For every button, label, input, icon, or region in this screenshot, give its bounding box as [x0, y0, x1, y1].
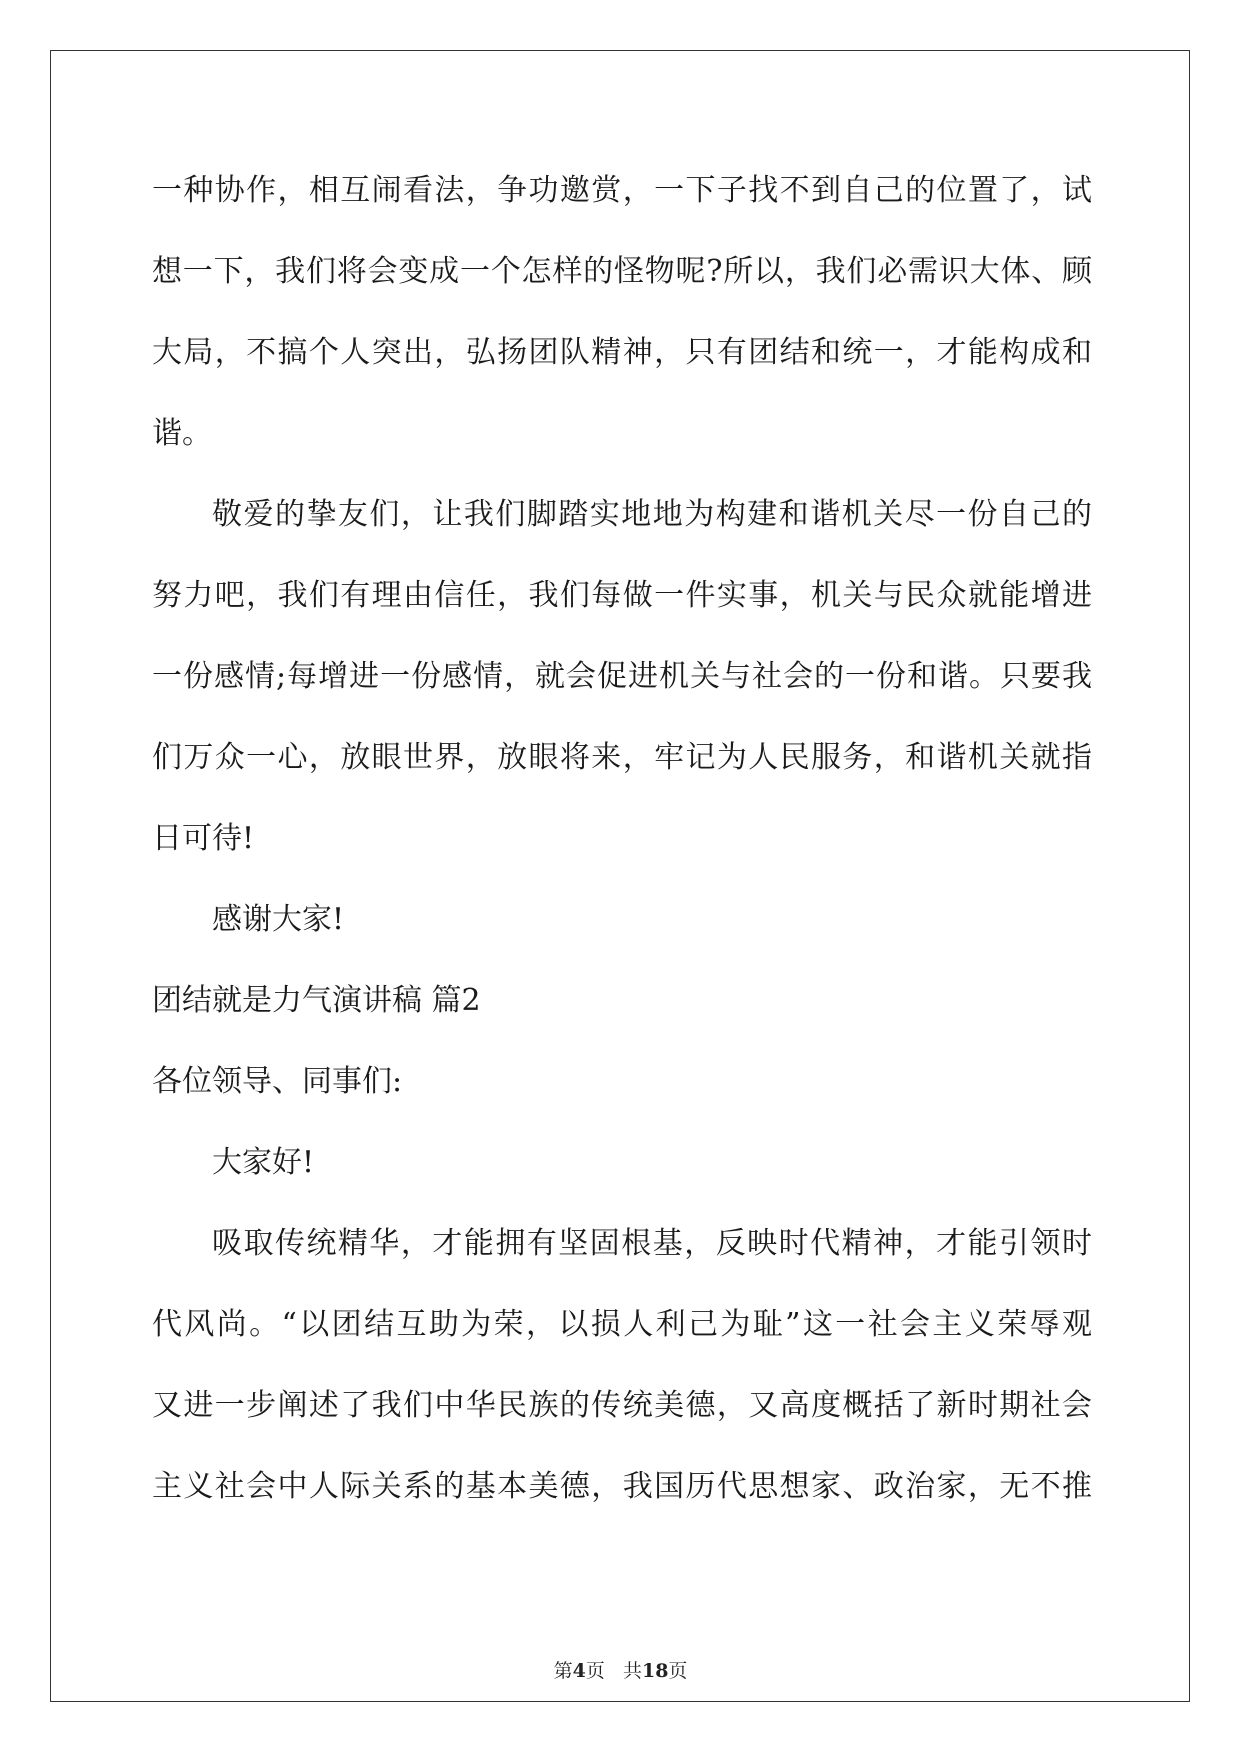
- text-line: 代风尚。“以团结互助为荣，以损人利己为耻”这一社会主义荣辱观: [152, 1307, 1092, 1342]
- footer-page-suffix: 页: [585, 1660, 605, 1682]
- text-line: 又进一步阐述了我们中华民族的传统美德，又高度概括了新时期社会: [152, 1388, 1092, 1423]
- paragraph-start-line: 吸取传统精华，才能拥有坚固根基，反映时代精神，才能引领时: [212, 1226, 1092, 1261]
- text-line: 大局，不搞个人突出，弘扬团队精神，只有团结和统一，才能构成和: [152, 335, 1092, 370]
- page-footer: [0, 1656, 1241, 1683]
- text-line: 想一下，我们将会变成一个怎样的怪物呢?所以，我们必需识大体、顾: [152, 254, 1092, 289]
- text-line: 主义社会中人际关系的基本美德，我国历代思想家、政治家，无不推: [152, 1469, 1092, 1504]
- footer-page-number: 4: [572, 1660, 586, 1682]
- footer-total-pages: 18: [641, 1660, 669, 1682]
- section-heading: 团结就是力气演讲稿 篇2: [152, 983, 481, 1018]
- document-body: [152, 150, 1092, 1527]
- text-line: 一种协作，相互闹看法，争功邀赏，一下子找不到自己的位置了，试: [152, 173, 1092, 208]
- text-line: 努力吧，我们有理由信任，我们每做一件实事，机关与民众就能增进: [152, 578, 1092, 613]
- salutation: 各位领导、同事们:: [152, 1064, 403, 1099]
- text-line: 一份感情;每增进一份感情，就会促进机关与社会的一份和谐。只要我: [152, 659, 1092, 694]
- footer-prefix: 第: [553, 1660, 573, 1682]
- text-line: 日可待!: [152, 821, 255, 856]
- closing-line: 感谢大家!: [212, 902, 345, 937]
- text-line: 们万众一心，放眼世界，放眼将来，牢记为人民服务，和谐机关就指: [152, 740, 1092, 775]
- paragraph-start-line: 敬爱的挚友们，让我们脚踏实地地为构建和谐机关尽一份自己的: [212, 497, 1092, 532]
- text-line: 谐。: [152, 416, 212, 451]
- footer-total-prefix: 共: [622, 1660, 642, 1682]
- footer-total-suffix: 页: [668, 1660, 688, 1682]
- greeting: 大家好!: [212, 1145, 315, 1180]
